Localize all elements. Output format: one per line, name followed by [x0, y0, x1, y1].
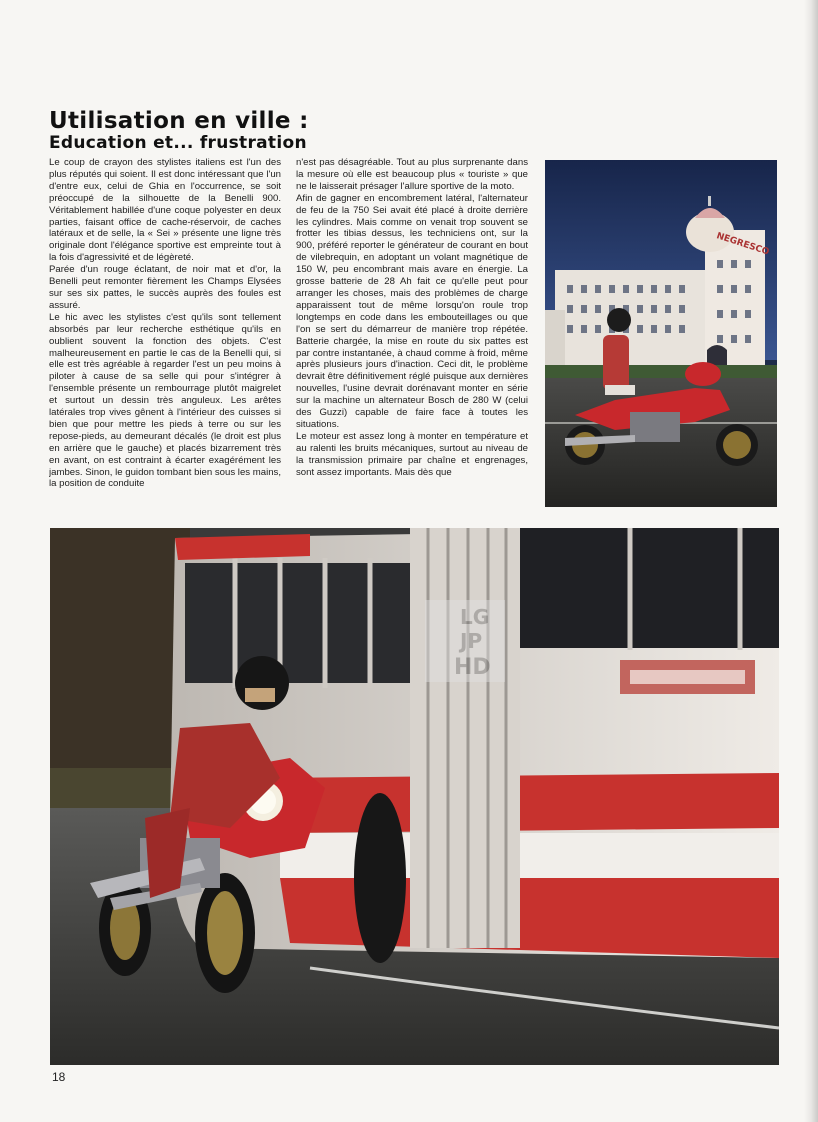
watermark-line: LG [460, 605, 490, 629]
article-subtitle: Education et... frustration [49, 133, 307, 153]
photo-motorcycle-bus [50, 528, 779, 1065]
text-column-1 [49, 157, 281, 513]
paragraph: Afin de gagner en encombrement latéral, l'alternateur de feu de la 750 Sei avait été placé à droite derrière les cylindres. Mais comme on venait trop souvent se frotter les tibias dessus, les techniciens ont, sur la 900, préféré reporter le générateur de courant en bout de vilebrequin, en adoptant un volant magnétique de 150 W, peu encombrant mais avare en énergie. La grosse batterie de 28 Ah fait ce qu'elle peut pour arranger les choses, mais des problèmes de charge apparaissent tout de même lorsqu'on roule trop longtemps en code dans les embouteillages ou que l'on se sert du démarreur de manière trop répétée. Batterie chargée, la mise en route du six pattes est par contre instantanée, à chaud comme à froid, même après plusieurs jours d'inaction. Ceci dit, le problème devrait être définitivement réglé puisque aux dernières nouvelles, l'usine devrait dorénavant monter en série sur la machine un alternateur Bosch de 280 W (celui des Guzzi) capable de faire face à toutes les situations. [296, 192, 528, 430]
photo-hotel-negresco [545, 160, 777, 507]
paragraph: Le hic avec les stylistes c'est qu'ils sont tellement absorbés par leur recherche esthétique qu'ils en oublient souvent la fonction des objets. C'est malheureusement en partie le cas de la Benelli qui, si elle est très agréable à regarder l'est un peu moins à piloter à cause de sa selle qui pour s'intégrer à l'ensemble présente un rembourrage plutôt maigrelet et surtout un dessin très anguleux. Les arêtes latérales trop vives gênent à l'intérieur des cuisses si bien que pour mettre les pieds à terre ou sur les repose-pieds, au demeurant décalés (le droit est plus en arrière que le gauche) et placés bizarrement très en avant, on est contraint à écarter exagérément les jambes. Sinon, le guidon tombant bien sous les mains, la position de conduite [49, 311, 281, 490]
paragraph: Le moteur est assez long à monter en température et au ralenti les bruits mécaniques, surtout au niveau de la transmission primaire par chaîne et engrenages, sont assez importants. Mais dès que [296, 430, 528, 478]
hotel-sign: NEGRESCO [715, 231, 771, 258]
watermark [425, 600, 505, 682]
watermark-line: HD [454, 655, 491, 680]
paragraph: n'est pas désagréable. Tout au plus surprenante dans la mesure où elle est beaucoup plus « touriste » que ne le laisserait présager l'allure sportive de la moto. [296, 157, 528, 192]
paragraph: Le coup de crayon des stylistes italiens est l'un des plus réputés qui soient. Il est donc intéressant que l'un d'entre eux, celui de Ghia en l'occurrence, se soit préoccupé de la silhouette de la Benelli 900. Véritablement habillée d'une coque polyester en deux parties, faisant office de cache-réservoir, de caches latéraux et de selle, la « Sei » présente une ligne très originale dont l'élégance sportive est empreinte tout à la fois d'agressivité et de légèreté. [49, 157, 281, 264]
page-edge-shadow [804, 0, 818, 1122]
paragraph: Parée d'un rouge éclatant, de noir mat et d'or, la Benelli peut remonter fièrement les Champs Elysées sur ses six pattes, le succès auprès des foules est assuré. [49, 264, 281, 311]
watermark-line: JP [460, 629, 483, 653]
text-column-2 [296, 157, 528, 513]
page-number: 18 [52, 1070, 66, 1084]
article-title: Utilisation en ville : [49, 108, 309, 134]
